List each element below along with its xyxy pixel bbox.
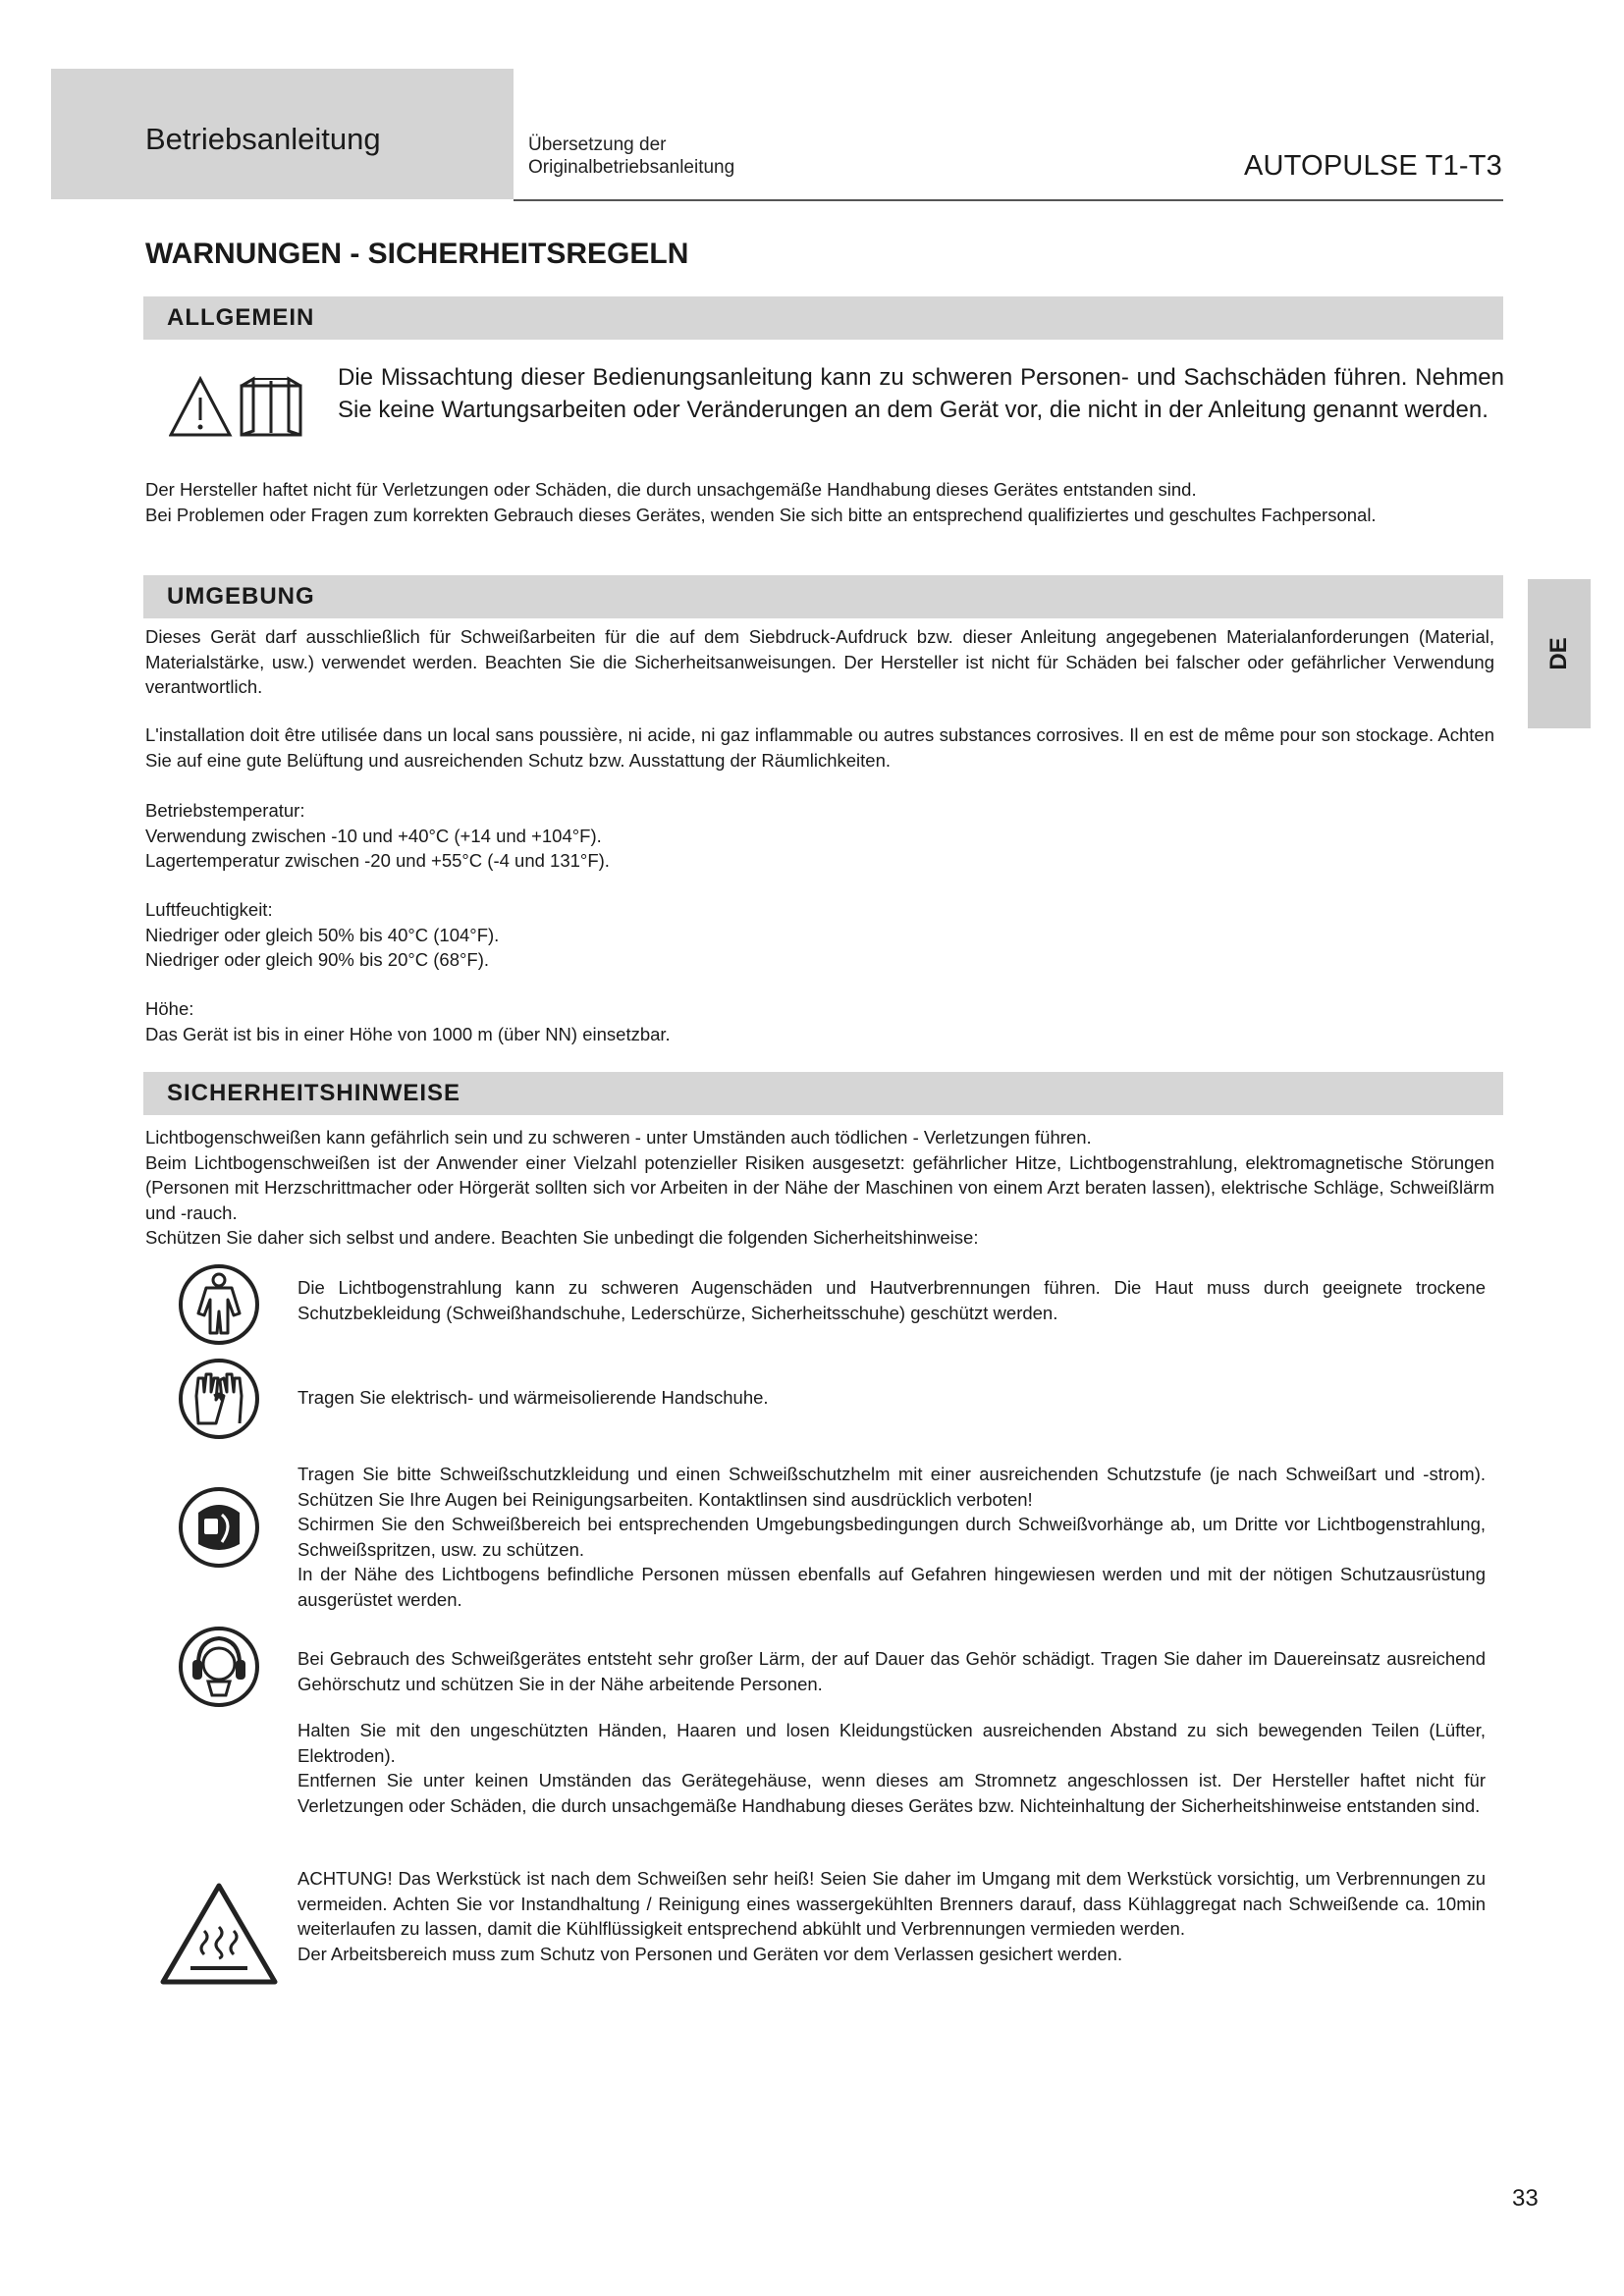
- item-gloves-text: Tragen Sie elektrisch- und wärmeisolierende Handschuhe.: [298, 1387, 769, 1408]
- item-helmet-line-3: In der Nähe des Lichtbogens befindliche Personen müssen ebenfalls auf Gefahren hingewiesen werden und mit der nötigen Schutzausrüstung ausgerüstet werden.: [298, 1564, 1486, 1610]
- sicherheit-intro: [145, 1125, 1494, 1251]
- gloves-icon: [177, 1357, 261, 1441]
- document-subtitle: [528, 133, 734, 179]
- page-heading: WARNUNGEN - SICHERHEITSREGELN: [145, 238, 689, 270]
- item-parts-line: Halten Sie mit den ungeschützten Händen, Haaren und losen Kleidungstücken ausreichenden Abstand zu sich bewegenden Teilen (Lüfter, Elektroden).: [298, 1720, 1486, 1766]
- welding-helmet-icon: [177, 1485, 261, 1570]
- altitude-text: Das Gerät ist bis in einer Höhe von 1000 m (über NN) einsetzbar.: [145, 1023, 671, 1044]
- item-clothing-text: Die Lichtbogenstrahlung kann zu schweren Augenschäden und Hautverbrennungen führen. Die Haut muss durch geeignete trockene Schutzbekleidung (Schweißhandschuhe, Lederschürze, Sicherheitsschuhe) geschützt werden.: [298, 1277, 1486, 1323]
- humidity-line-2: Niedriger oder gleich 90% bis 20°C (68°F).: [145, 949, 490, 970]
- hot-surface-warning-icon: [159, 1882, 279, 1986]
- warning-manual-icon: [169, 376, 304, 439]
- item-housing-line: Entfernen Sie unter keinen Umständen das Gerätegehäuse, wenn dieses am Stromnetz angeschlossen ist. Der Hersteller haftet nicht für Verletzungen oder Schäden, die durch unsachgemäße Handhabung dieses Gerätes bzw. Nichteinhaltung der Sicherheitshinweise entstanden sind.: [298, 1770, 1486, 1816]
- humidity-line-1: Niedriger oder gleich 50% bis 40°C (104°F).: [145, 924, 500, 945]
- page-number: 33: [1512, 2185, 1539, 2212]
- allgemein-intro: Die Missachtung dieser Bedienungsanleitung kann zu schweren Personen- und Sachschäden führen. Nehmen Sie keine Wartungsarbeiten oder Veränderungen an dem Gerät vor, die nicht in der Anleitung genannt werden.: [338, 364, 1504, 423]
- subtitle-line-1: Übersetzung der: [528, 134, 667, 155]
- item-hot-text: [298, 1866, 1486, 1966]
- section-title-umgebung: UMGEBUNG: [167, 583, 315, 610]
- item-helmet-line-1: Tragen Sie bitte Schweißschutzkleidung und einen Schweißschutzhelm mit einer ausreichenden Schutzstufe (je nach Schweißart und -strom). Schützen Sie Ihre Augen bei Reinigungsarbeiten. Kontaktlinsen sind ausdrücklich verboten!: [298, 1464, 1486, 1510]
- umgebung-paragraph-1: Dieses Gerät darf ausschließlich für Schweißarbeiten für die auf dem Siebdruck-Aufdruck bzw. dieser Anleitung angegebenen Materialanforderungen (Material, Materialstärke, usw.) verwendet werden. Beachten Sie die Sicherheitsanweisungen. Der Hersteller ist nicht für Schäden bei falscher oder gefährlicher Verwendung verantwortlich.: [145, 626, 1494, 697]
- operating-temperature-block: [145, 798, 1494, 874]
- item-hot-line-2: Der Arbeitsbereich muss zum Schutz von Personen und Geräten vor dem Verlassen gesichert werden.: [298, 1943, 1123, 1964]
- allgemein-paragraph-1: Der Hersteller haftet nicht für Verletzungen oder Schäden, die durch unsachgemäße Handhabung dieses Gerätes entstanden sind.: [145, 479, 1197, 500]
- temperature-storage: Lagertemperatur zwischen -20 und +55°C (-4 und 131°F).: [145, 850, 610, 871]
- sicherheit-line-3: Schützen Sie daher sich selbst und andere. Beachten Sie unbedingt die folgenden Sicherheitshinweise:: [145, 1227, 979, 1248]
- sicherheit-line-2: Beim Lichtbogenschweißen ist der Anwender einer Vielzahl potenzieller Risiken ausgesetzt: gefährlicher Hitze, Lichtbogenstrahlung, elektromagnetische Störungen (Personen mit Herzschrittmacher oder Hörgerät sollten sich vor Arbeiten in der Nähe der Maschinen von einem Arzt beraten lassen), elektrische Schläge, Schweißlärm und -rauch.: [145, 1151, 1494, 1223]
- section-bar-umgebung: [143, 575, 1503, 618]
- language-tab-label: DE: [1545, 637, 1572, 670]
- hearing-protection-icon: [177, 1625, 261, 1709]
- model-name: AUTOPULSE T1-T3: [1243, 150, 1502, 182]
- section-title-sicherheitshinweise: SICHERHEITSHINWEISE: [167, 1080, 461, 1106]
- altitude-block: [145, 996, 1494, 1046]
- protective-clothing-icon: [177, 1262, 261, 1347]
- item-helmet-line-2: Schirmen Sie den Schweißbereich bei entsprechenden Umgebungsbedingungen durch Schweißvorhänge ab, um Dritte vor Lichtbogenstrahlung, Schweißspritzen, usw. zu schützen.: [298, 1514, 1486, 1560]
- language-tab: [1528, 579, 1591, 728]
- document-title: Betriebsanleitung: [145, 122, 381, 156]
- section-bar-sicherheitshinweise: [143, 1072, 1503, 1115]
- item-hot-line-1: ACHTUNG! Das Werkstück ist nach dem Schweißen sehr heiß! Seien Sie daher im Umgang mit dem Werkstück vorsichtig, um Verbrennungen zu vermeiden. Achten Sie vor Instandhaltung / Reinigung eines wassergekühlten Brenners darauf, dass Kühlaggregat nach Schweißende ca. 10min weiterlaufen zu lassen, damit die Kühlflüssigkeit entsprechend abkühlt und Verbrennungen vermieden werden.: [298, 1868, 1486, 1939]
- book-icon: [242, 379, 300, 435]
- warning-triangle-icon: [171, 379, 230, 435]
- temperature-use: Verwendung zwischen -10 und +40°C (+14 und +104°F).: [145, 825, 602, 846]
- altitude-label: Höhe:: [145, 998, 194, 1019]
- item-ear-text: Bei Gebrauch des Schweißgerätes entsteht sehr großer Lärm, der auf Dauer das Gehör schädigt. Tragen Sie daher im Dauereinsatz ausreichend Gehörschutz und schützen Sie in der Nähe arbeitende Personen.: [298, 1648, 1486, 1694]
- sicherheit-line-1: Lichtbogenschweißen kann gefährlich sein und zu schweren - unter Umständen auch tödlichen - Verletzungen führen.: [145, 1127, 1092, 1148]
- temperature-label: Betriebstemperatur:: [145, 800, 305, 821]
- humidity-block: [145, 897, 1494, 973]
- section-bar-allgemein: [143, 296, 1503, 340]
- subtitle-line-2: Originalbetriebsanleitung: [528, 157, 735, 178]
- umgebung-paragraph-2: L'installation doit être utilisée dans un local sans poussière, ni acide, ni gaz inflammable ou autres substances corrosives. Il en est de même pour son stockage. Achten Sie auf eine gute Belüftung und ausreichenden Schutz bzw. Ausstattung der Räumlichkeiten.: [145, 724, 1494, 771]
- allgemein-paragraph-2: Bei Problemen oder Fragen zum korrekten Gebrauch dieses Gerätes, wenden Sie sich bitte an entsprechend qualifiziertes und geschultes Fachpersonal.: [145, 504, 1377, 525]
- allgemein-text: [145, 477, 1494, 527]
- item-helmet-text: [298, 1462, 1486, 1612]
- header-divider: [514, 199, 1503, 201]
- item-parts-text: [298, 1718, 1486, 1818]
- section-title-allgemein: ALLGEMEIN: [167, 304, 315, 331]
- humidity-label: Luftfeuchtigkeit:: [145, 899, 273, 920]
